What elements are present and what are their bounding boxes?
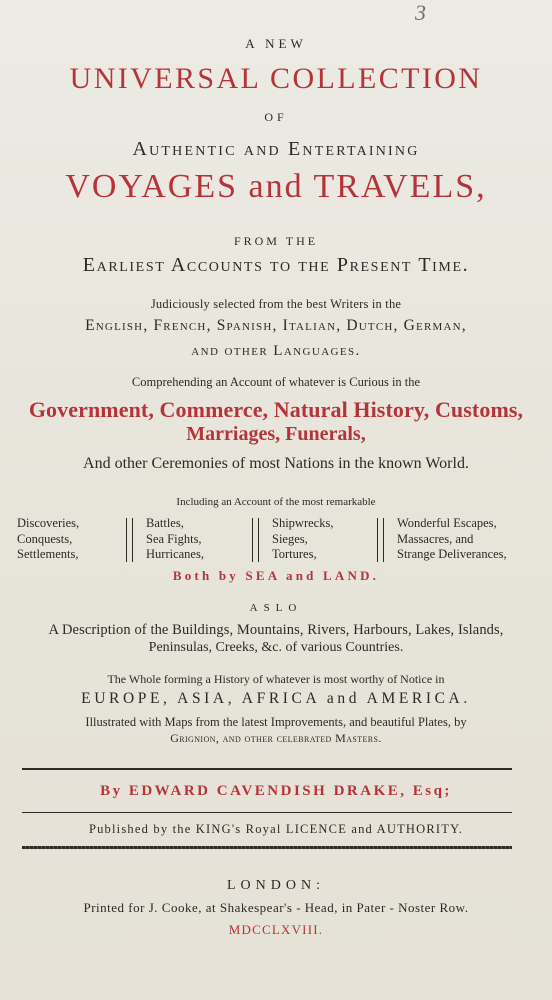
- column-item: Discoveries,: [17, 516, 80, 530]
- comprehending-line-3: Marriages, Funerals,: [186, 423, 366, 445]
- column-item: Settlements,: [17, 547, 79, 561]
- title-a-new: A NEW: [245, 36, 307, 51]
- including-column-2: [146, 516, 204, 563]
- divider-rule: [22, 846, 512, 849]
- title-earliest-accounts: Earliest Accounts to the Present Time.: [82, 254, 470, 276]
- column-divider: [252, 518, 259, 562]
- including-column-1: [17, 516, 79, 563]
- column-item: Sieges,: [272, 531, 308, 546]
- both-by-sea-and-land: Both by SEA and LAND.: [172, 568, 380, 583]
- whole-line-4: Grignion, and other celebrated Masters.: [170, 731, 382, 745]
- title-voyages-travels: VOYAGES and TRAVELS,: [65, 168, 487, 205]
- column-item: Massacres, and: [397, 531, 474, 546]
- including-column-3: [272, 516, 333, 563]
- also-line-2: Peninsulas, Creeks, &c. of various Countries.: [148, 640, 404, 655]
- column-divider: [126, 518, 133, 562]
- comprehending-line-4: And other Ceremonies of most Nations in the known World.: [83, 455, 469, 472]
- imprint-city: LONDON:: [227, 878, 325, 893]
- column-divider: [377, 518, 384, 562]
- also-line-1: A Description of the Buildings, Mountains, Rivers, Harbours, Lakes, Islands,: [48, 622, 504, 638]
- title-authentic: Authentic and Entertaining: [132, 138, 420, 160]
- selection-line-2: English, French, Spanish, Italian, Dutch, German,: [85, 317, 467, 334]
- title-from-the: FROM THE: [233, 234, 319, 248]
- comprehending-line-1: Comprehending an Account of whatever is Curious in the: [131, 375, 421, 389]
- imprint-date: MDCCLXVIII.: [228, 922, 324, 937]
- column-item: Conquests,: [17, 531, 73, 546]
- column-item: Strange Deliverances,: [397, 547, 507, 561]
- column-item: Sea Fights,: [146, 531, 202, 546]
- divider-rule: [22, 768, 512, 770]
- column-item: Shipwrecks,: [272, 516, 334, 530]
- column-item: Battles,: [146, 516, 184, 530]
- column-item: Wonderful Escapes,: [397, 516, 497, 530]
- column-item: Hurricanes,: [146, 547, 204, 561]
- title-of: OF: [264, 110, 288, 124]
- whole-line-3: Illustrated with Maps from the latest Improvements, and beautiful Plates, by: [85, 715, 467, 729]
- comprehending-line-2: Government, Commerce, Natural History, Customs,: [28, 397, 524, 422]
- whole-line-1: The Whole forming a History of whatever is most worthy of Notice in: [107, 672, 445, 686]
- column-item: Tortures,: [272, 547, 317, 561]
- divider-rule: [22, 812, 512, 813]
- author-line: By EDWARD CAVENDISH DRAKE, Esq;: [100, 783, 452, 799]
- selection-line-3: and other Languages.: [191, 343, 361, 359]
- imprint-printer: Printed for J. Cooke, at Shakespear's - Head, in Pater - Noster Row.: [83, 900, 469, 915]
- licence-line: Published by the KING's Royal LICENCE and AUTHORITY.: [88, 822, 464, 836]
- including-intro: Including an Account of the most remarkable: [176, 496, 376, 508]
- pencil-mark: 3: [415, 0, 426, 25]
- also-heading: ASLO: [249, 602, 303, 614]
- whole-line-2: EUROPE, ASIA, AFRICA and AMERICA.: [81, 690, 471, 707]
- selection-line-1: Judiciously selected from the best Writers in the: [150, 297, 402, 311]
- title-universal-collection: UNIVERSAL COLLECTION: [69, 62, 483, 95]
- including-column-4: [397, 516, 507, 563]
